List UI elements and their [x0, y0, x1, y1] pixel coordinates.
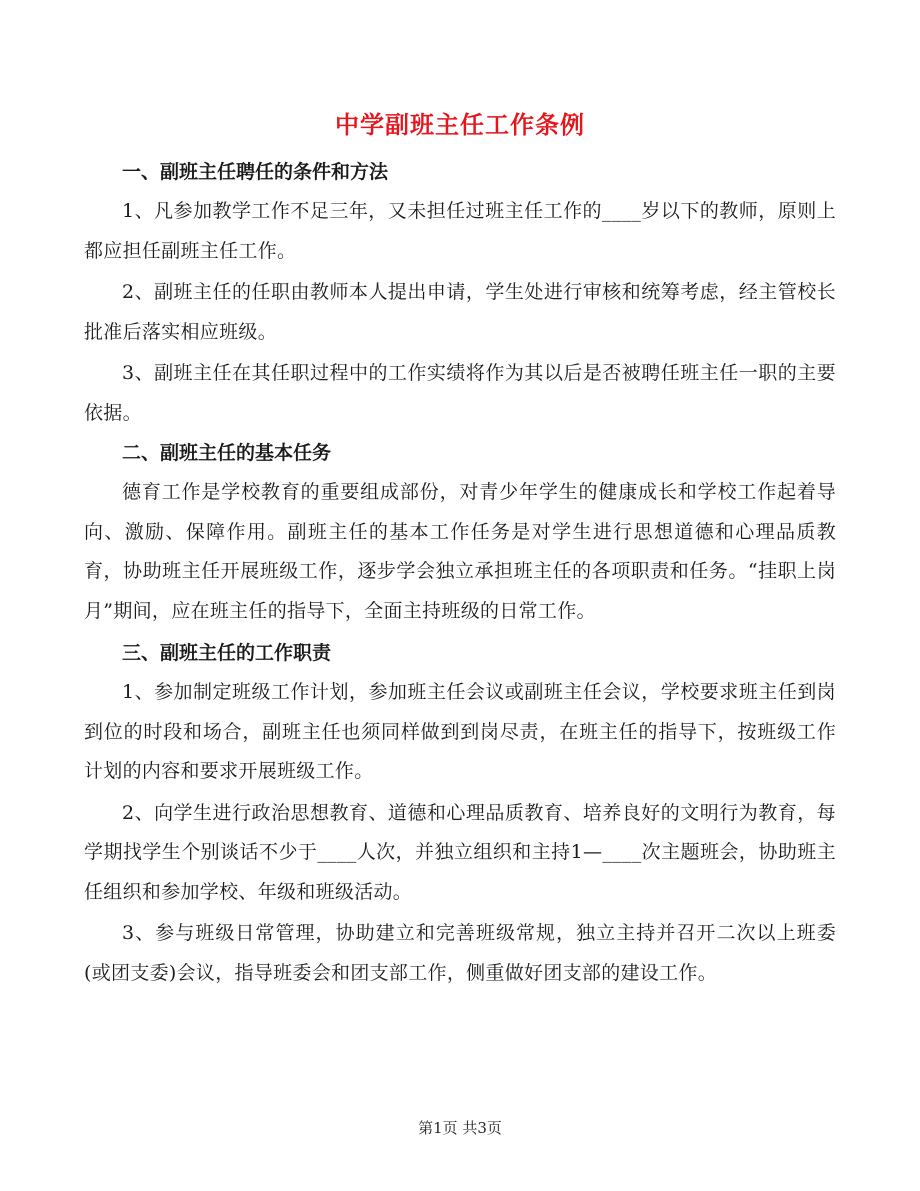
document-title: 中学副班主任工作条例 — [335, 110, 585, 139]
paragraph: 1、凡参加教学工作不足三年，又未担任过班主任工作的____岁以下的教师，原则上都应担任副班主任工作。 — [84, 200, 836, 262]
paragraph: 1、参加制定班级工作计划，参加班主任会议或副班主任会议，学校要求班主任到岗到位的时段和场合，副班主任也须同样做到到岗尽责，在班主任的指导下，按班级工作计划的内容和要求开展班级工作。 — [84, 681, 836, 782]
section-heading: 三、副班主任的工作职责 — [122, 642, 332, 664]
page-number: 第1页 共3页 — [418, 1119, 502, 1137]
paragraph: 2、向学生进行政治思想教育、道德和心理品质教育、培养良好的文明行为教育，每学期找学生个别谈话不少于____人次，并独立组织和主持1—____次主题班会，协助班主任组织和参加学校、年级和班级活动。 — [84, 801, 836, 903]
document-body — [84, 152, 836, 993]
paragraph: 德育工作是学校教育的重要组成部份，对青少年学生的健康成长和学校工作起着导向、激励、保障作用。副班主任的基本工作任务是对学生进行思想道德和心理品质教育，协助班主任开展班级工作，逐步学会独立承担班主任的各项职责和任务。“挂职上岗月”期间，应在班主任的指导下，全面主持班级的日常工作。 — [84, 481, 836, 622]
paragraph: 3、副班主任在其任职过程中的工作实绩将作为其以后是否被聘任班主任一职的主要依据。 — [84, 362, 836, 424]
paragraph: 3、参与班级日常管理，协助建立和完善班级常规，独立主持并召开二次以上班委(或团支委)会议，指导班委会和团支部工作，侧重做好团支部的建设工作。 — [84, 922, 836, 984]
paragraph: 2、副班主任的任职由教师本人提出申请，学生处进行审核和统筹考虑，经主管校长批准后落实相应班级。 — [84, 281, 836, 343]
section-heading: 一、副班主任聘任的条件和方法 — [122, 161, 389, 183]
section-heading: 二、副班主任的基本任务 — [122, 442, 332, 464]
